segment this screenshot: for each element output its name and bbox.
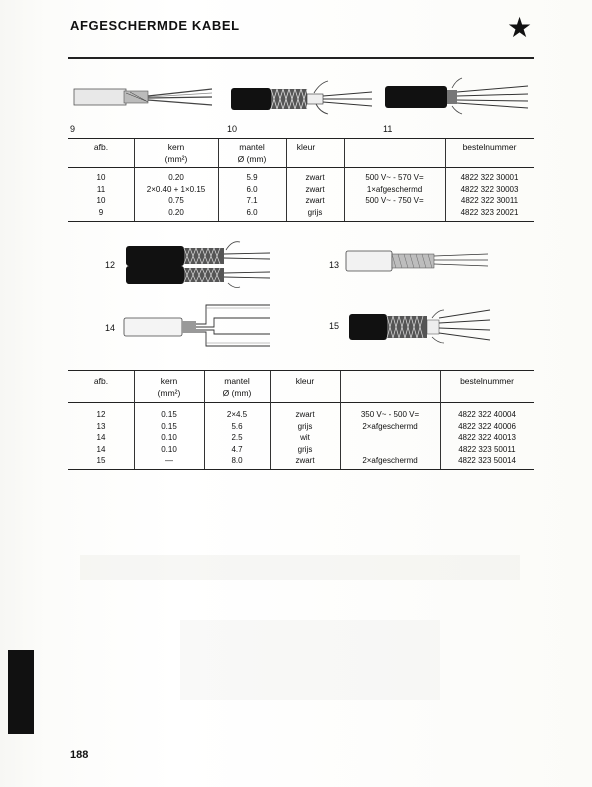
table-2-cell-mantel: 2.5 (231, 433, 243, 442)
table-2-cell-bestelnummer: 4822 322 40013 (458, 433, 516, 442)
cable-figure-12 (126, 242, 270, 288)
cable-figure-9 (74, 89, 212, 105)
table-1-cell-extra: 500 V~ - 750 V= (365, 196, 424, 205)
table-1-top-rule (68, 138, 534, 139)
table-2-cell-kern: — (165, 456, 173, 465)
table-1-header-afb: afb. (93, 142, 109, 152)
table-1-cell-kleur: grijs (307, 207, 323, 217)
table-1-cell-afb: 10 (96, 173, 106, 182)
table-2-cell-extra: 2×afgeschermd (362, 456, 418, 465)
table-1-cell-kern: 2×0.40 + 1×0.15 (146, 184, 206, 194)
cable-figure-14 (124, 305, 270, 346)
table-1-cell-bestelnummer: 4822 323 20021 (460, 207, 519, 217)
table-2-cell-afb: 14 (96, 444, 106, 454)
table-1-cell-mantel: 6.0 (246, 207, 258, 217)
table-2-cell-afb: 15 (96, 456, 106, 465)
figure-label-9: 9 (70, 124, 76, 134)
table-1-cell-bestelnummer: 4822 322 30001 (460, 173, 519, 182)
figure-label-12: 12 (105, 260, 116, 270)
table-2-top-rule (68, 370, 534, 371)
table-2-cell-bestelnummer: 4822 322 40006 (458, 421, 516, 431)
table-1-header-mantel-unit: Ø (mm) (237, 154, 267, 164)
cable-figure-11 (385, 78, 528, 114)
table-2-cell-kern: 0.15 (161, 410, 177, 419)
table-2-cell-mantel: 4.7 (231, 444, 243, 454)
table-2-bottom-rule (68, 469, 534, 470)
table-2-cell-mantel: 5.6 (231, 421, 243, 431)
table-1-cell-extra: 500 V~ - 570 V= (365, 173, 424, 182)
table-2-cell-kleur: zwart (295, 410, 315, 419)
table-2-header-kleur: kleur (295, 376, 315, 386)
table-2-cell-bestelnummer: 4822 322 40004 (458, 410, 516, 419)
table-2-header-mantel-unit: Ø (mm) (222, 388, 252, 398)
cable-figure-10 (231, 81, 372, 114)
table-1-header-bestel: bestelnummer (462, 142, 517, 152)
table-2-cell-afb: 12 (96, 410, 106, 419)
table-2-cell-kleur: grijs (297, 421, 313, 431)
table-1-cell-afb: 11 (96, 184, 106, 194)
page-title: AFGESCHERMDE KABEL (70, 18, 240, 33)
figure-label-11: 11 (383, 124, 393, 134)
table-2-header-mantel: mantel (224, 376, 250, 386)
star-icon: ★ (507, 12, 533, 43)
table-1-bottom-rule (68, 221, 534, 222)
table-1-cell-mantel: 5.9 (246, 173, 258, 182)
figure-label-14: 14 (105, 323, 116, 333)
table-1-header-kleur: kleur (296, 142, 316, 152)
table-1-header-rule (68, 167, 534, 168)
table-2-cell-extra (340, 444, 440, 456)
table-2-cell-extra: 350 V~ - 500 V= (360, 410, 420, 419)
table-2-cell-afb: 14 (96, 433, 106, 442)
table-2-cell-mantel: 8.0 (231, 456, 243, 465)
table-1-cell-kern: 0.75 (168, 196, 184, 205)
table-2-cell-mantel: 2×4.5 (226, 410, 248, 419)
table-2-cell-bestelnummer: 4822 323 50014 (458, 456, 516, 465)
cable-figure-15 (349, 310, 490, 343)
table-1-header-kern: kern (167, 142, 185, 152)
table-2-cell-kleur: grijs (297, 444, 313, 454)
table-2-cell-extra: 2×afgeschermd (362, 421, 418, 431)
table-1-cell-afb: 10 (96, 196, 106, 205)
figure-label-15: 15 (329, 321, 340, 331)
table-1-cell-extra (344, 207, 445, 219)
table-2-cell-kern: 0.10 (161, 444, 177, 454)
table-2-cell-kern: 0.15 (161, 421, 177, 431)
table-2-cell-kleur: zwart (295, 456, 315, 465)
table-1-cell-afb: 9 (98, 207, 104, 217)
figure-label-13: 13 (329, 260, 340, 270)
table-2-header-kern-unit: (mm²) (157, 388, 181, 398)
table-1-header-kern-unit: (mm²) (164, 154, 188, 164)
table-2-cell-bestelnummer: 4822 323 50011 (458, 444, 516, 454)
table-2-cell-kern: 0.10 (161, 433, 177, 442)
cable-figure-13 (346, 251, 488, 271)
table-1-cell-kern: 0.20 (168, 207, 184, 217)
table-1-cell-bestelnummer: 4822 322 30003 (460, 184, 519, 194)
table-1-cell-kleur: zwart (305, 184, 325, 194)
table-1-cell-kern: 0.20 (168, 173, 184, 182)
table-2-header-bestel: bestelnummer (460, 376, 514, 386)
section-tab-marker (8, 650, 34, 734)
table-2-header-rule (68, 402, 534, 403)
figure-label-10: 10 (227, 124, 238, 134)
table-1-cell-mantel: 7.1 (246, 196, 258, 205)
table-2-cell-kleur: wit (300, 433, 310, 442)
table-1-cell-extra: 1×afgeschermd (366, 184, 423, 194)
table-1-cell-kleur: zwart (305, 196, 325, 205)
page-number: 188 (70, 749, 89, 761)
table-1-cell-mantel: 6.0 (246, 184, 258, 194)
table-2-cell-afb: 13 (96, 421, 106, 431)
table-2-header-kern: kern (160, 376, 178, 386)
table-1-header-mantel: mantel (239, 142, 265, 152)
table-2-cell-extra (340, 432, 440, 444)
table-1-cell-bestelnummer: 4822 322 30011 (460, 196, 519, 205)
table-2-header-afb: afb. (93, 376, 109, 386)
table-1-cell-kleur: zwart (305, 173, 325, 182)
